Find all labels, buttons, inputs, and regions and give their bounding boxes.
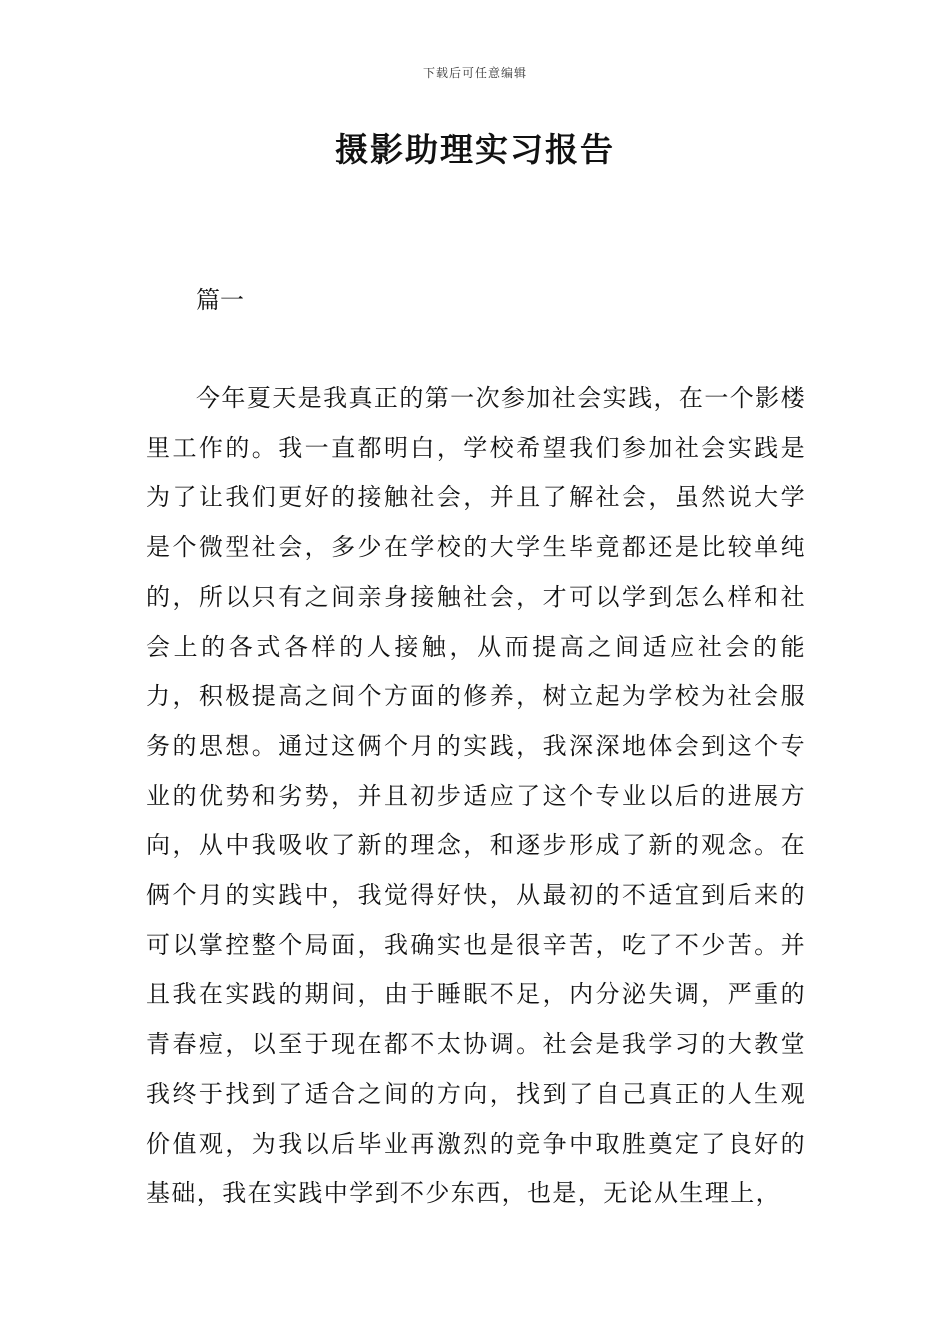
document-title: 摄影助理实习报告: [335, 130, 615, 169]
body-paragraph: 今年夏天是我真正的第一次参加社会实践，在一个影楼里工作的。我一直都明白，学校希望我们参加社会实践是为了让我们更好的接触社会，并且了解社会，虽然说大学是个微型社会，多少在学校的大学生毕竟都还是比较单纯的，所以只有之间亲身接触社会，才可以学到怎么样和社会上的各式各样的人接触，从而提高之间适应社会的能力，积极提高之间个方面的修养，树立起为学校为社会服务的思想。通过这俩个月的实践，我深深地体会到这个专业的优势和劣势，并且初步适应了这个专业以后的进展方向，从中我吸收了新的理念，和逐步形成了新的观念。在俩个月的实践中，我觉得好快，从最初的不适宜到后来的可以掌控整个局面，我确实也是很辛苦，吃了不少苦。并且我在实践的期间，由于睡眠不足，内分泌失调，严重的青春痘，以至于现在都不太协调。社会是我学习的大教堂我终于找到了适合之间的方向，找到了自己真正的人生观价值观，为我以后毕业再激烈的竞争中取胜奠定了良好的基础，我在实践中学到不少东西，也是，无论从生理上，: [146, 384, 806, 1208]
header-note: 下载后可任意编辑: [422, 66, 527, 80]
section-label: 篇一: [196, 286, 244, 314]
